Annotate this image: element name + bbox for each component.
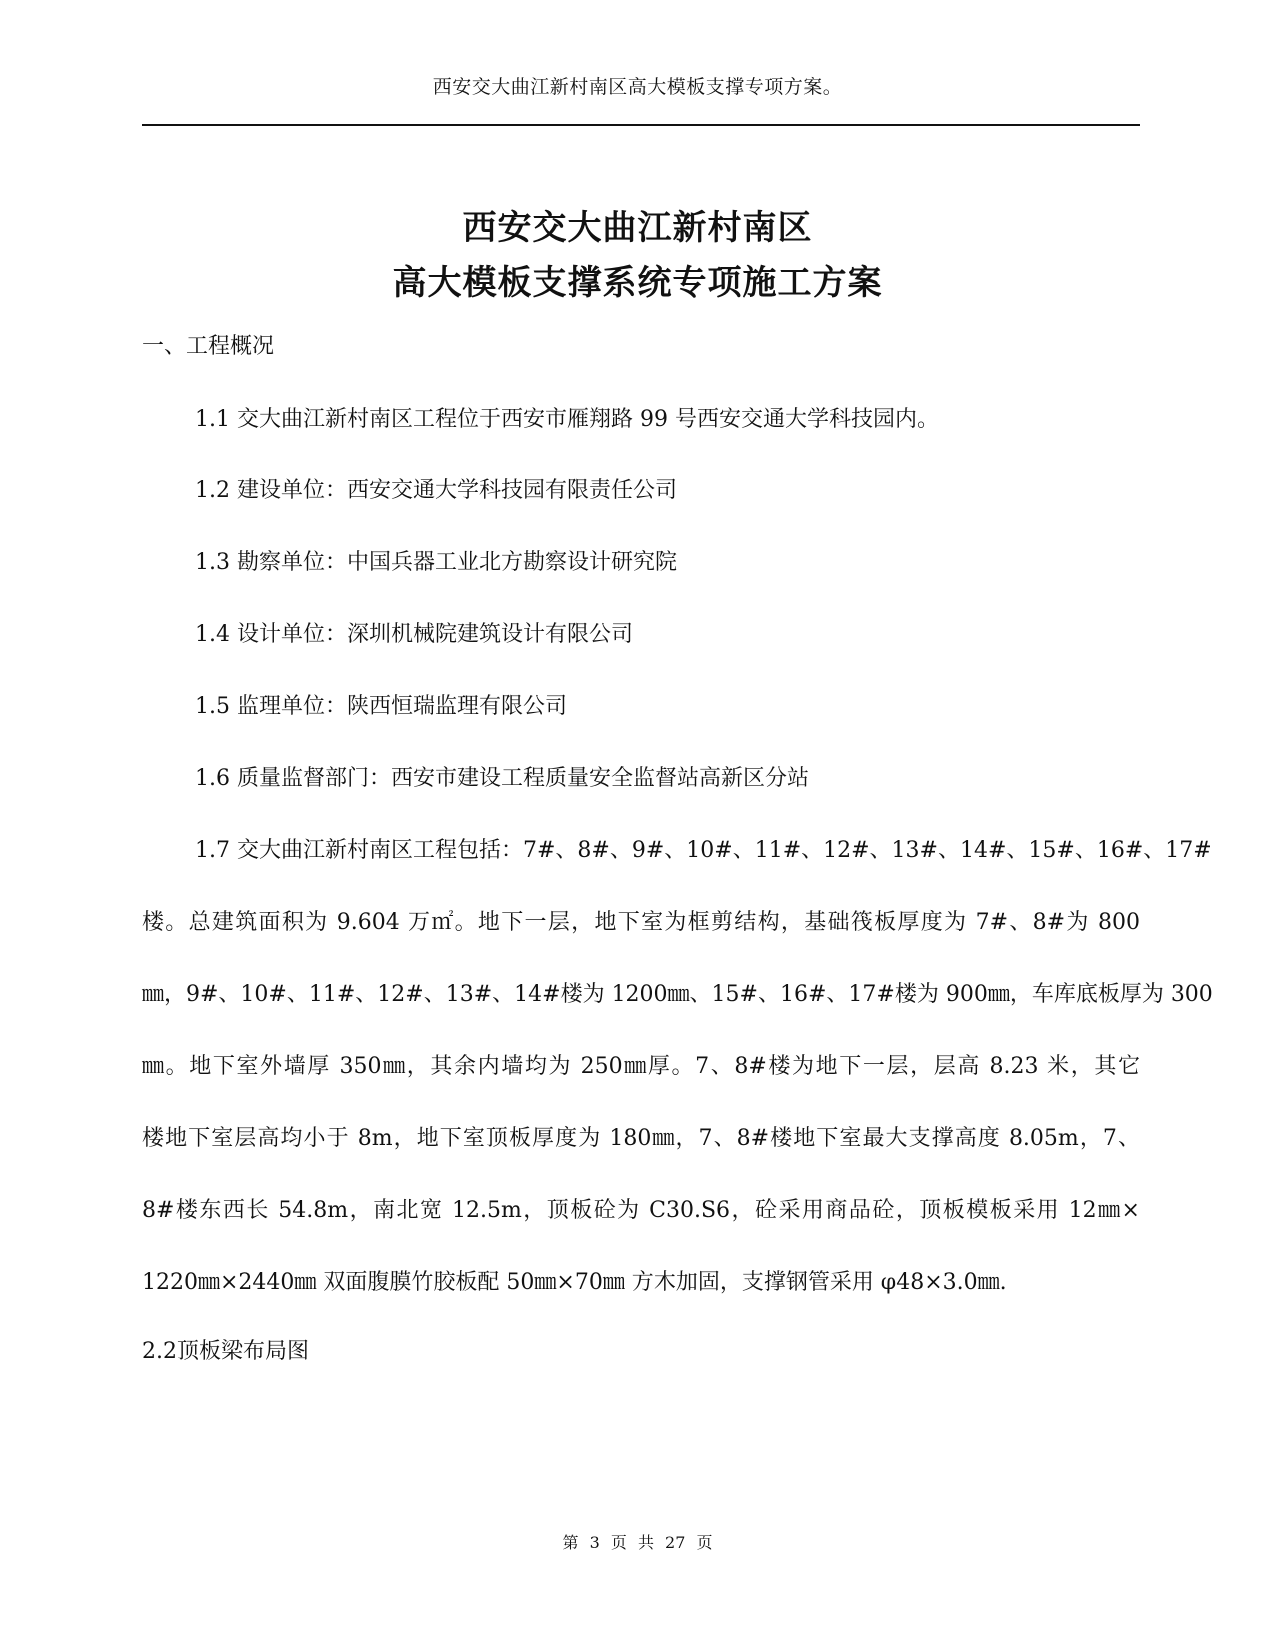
document-title-line-2: 高大模板支撑系统专项施工方案 — [392, 263, 883, 303]
overview-item-1-1: 1.1 交大曲江新村南区工程位于西安市雁翔路 99 号西安交通大学科技园内。 — [195, 407, 939, 432]
paragraph-line: ㎜，9#、10#、11#、12#、13#、14#楼为 1200㎜、15#、16#、17#楼为 900㎜，车库底板厚为 300 — [142, 982, 1213, 1007]
running-header: 西安交大曲江新村南区高大模板支撑专项方案。 — [432, 76, 843, 98]
paragraph-line: ㎜。地下室外墙厚 350㎜，其余内墙均为 250㎜厚。7、8#楼为地下一层，层高 8.23 米，其它 — [142, 1054, 1140, 1079]
paragraph-line: 8#楼东西长 54.8m，南北宽 12.5m，顶板砼为 C30.S6，砼采用商品砼，顶板模板采用 12㎜× — [142, 1198, 1140, 1223]
paragraph-line: 楼。总建筑面积为 9.604 万㎡。地下一层，地下室为框剪结构，基础筏板厚度为 7#、8#为 800 — [142, 910, 1140, 935]
overview-item-1-4: 1.4 设计单位：深圳机械院建筑设计有限公司 — [195, 622, 633, 647]
paragraph-line: 1220㎜×2440㎜ 双面腹膜竹胶板配 50㎜×70㎜ 方木加固，支撑钢管采用 φ48×3.0㎜. — [142, 1270, 1007, 1295]
section-heading-overview: 一、工程概况 — [142, 334, 275, 359]
overview-item-1-6: 1.6 质量监督部门：西安市建设工程质量安全监督站高新区分站 — [195, 766, 809, 791]
paragraph-line: 楼地下室层高均小于 8m，地下室顶板厚度为 180㎜，7、8#楼地下室最大支撑高度 8.05m，7、 — [142, 1126, 1140, 1151]
paragraph-line: 1.7 交大曲江新村南区工程包括：7#、8#、9#、10#、11#、12#、13#、14#、15#、16#、17# — [195, 838, 1212, 863]
overview-item-1-3: 1.3 勘察单位：中国兵器工业北方勘察设计研究院 — [195, 550, 677, 575]
subheading-roof-beam-layout: 2.2顶板梁布局图 — [142, 1339, 309, 1364]
page-number-footer: 第 3 页 共 27 页 — [562, 1533, 713, 1552]
header-rule — [142, 124, 1140, 126]
overview-item-1-2: 1.2 建设单位：西安交通大学科技园有限责任公司 — [195, 478, 677, 503]
overview-item-1-5: 1.5 监理单位：陕西恒瑞监理有限公司 — [195, 694, 567, 719]
document-title-line-1: 西安交大曲江新村南区 — [462, 208, 813, 248]
